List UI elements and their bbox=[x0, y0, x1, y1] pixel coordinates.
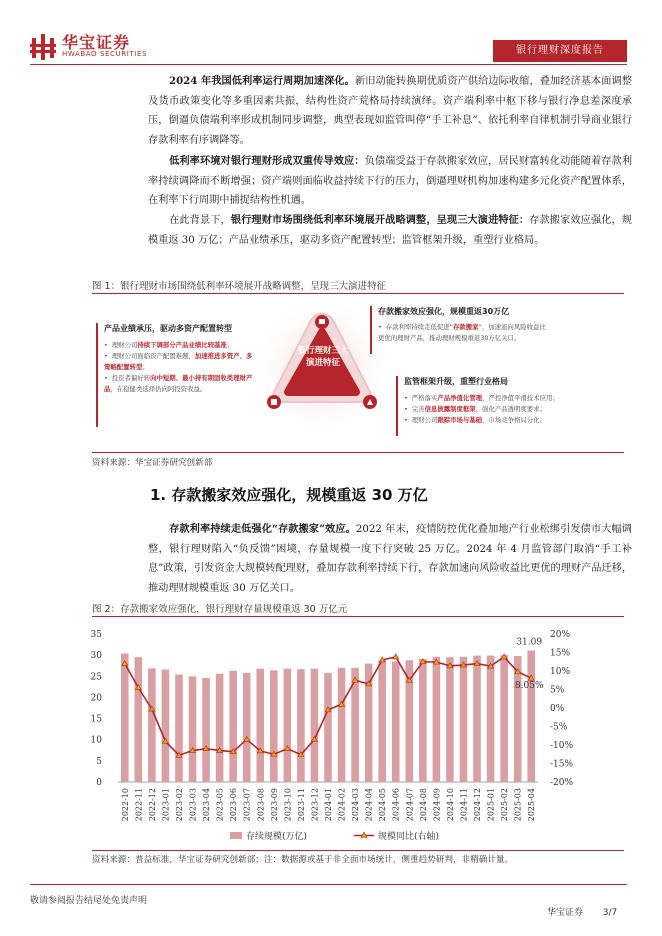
section-title: 1. 存款搬家效应强化，规模重返 30 万亿 bbox=[150, 486, 428, 504]
x-tick-label: 2022-11 bbox=[134, 788, 144, 822]
data-label: 8.05% bbox=[514, 681, 544, 692]
bar bbox=[243, 673, 251, 782]
bar bbox=[216, 674, 224, 782]
figure-1-right-bullet: • 严格落实产品净值化管理，严控净值平滑技术应用； bbox=[404, 393, 628, 404]
bar bbox=[473, 656, 481, 782]
y-right-tick-label: 0% bbox=[550, 704, 565, 714]
figure-1-left-bullet: • 投资者偏好转向中短期、最小持有期固收类理财产品，在稳健类选择仍向阿投资收益。 bbox=[104, 373, 254, 395]
x-tick-label: 2024-05 bbox=[378, 788, 388, 822]
x-tick-label: 2025-03 bbox=[513, 788, 523, 822]
x-tick-label: 2023-09 bbox=[269, 788, 279, 822]
figure-1-center-label: 银行理财三大演进特征 bbox=[297, 346, 349, 368]
figure-1-left-title: 产品业绩承压，驱动多资产配置转型 bbox=[104, 324, 232, 333]
page-number: 3/7 bbox=[602, 908, 618, 918]
section-paragraph bbox=[148, 520, 632, 598]
y-right-tick-label: -15% bbox=[550, 759, 574, 770]
figure-2-bottom-rule bbox=[92, 850, 624, 851]
y-right-tick-label: -5% bbox=[550, 722, 568, 733]
bar bbox=[500, 655, 508, 782]
footer-disclaimer: 敬请参阅报告结尾处免责声明 bbox=[30, 896, 148, 906]
x-tick-label: 2023-04 bbox=[202, 788, 212, 822]
y-right-tick-label: -10% bbox=[550, 741, 574, 751]
brand-name: 华宝证券 bbox=[62, 33, 131, 52]
figure-1-right-item bbox=[404, 376, 628, 426]
paragraph-2-body: 负债端受益于存款搬家效应，居民财富转化动能随着存款利率持续调降而不断增强；资产端则面临收益持续下行的压力，倒逼理财机构加速构建多元化资产配置体系，在利率下行周期中捕捉结构性机遇。 bbox=[148, 156, 633, 206]
paragraph-1 bbox=[148, 72, 632, 150]
bar bbox=[270, 670, 278, 782]
bar bbox=[189, 676, 197, 782]
x-tick-label: 2024-07 bbox=[405, 788, 415, 822]
figure-1-caption: 图 1：银行理财市场围绕低利率环境展开战略调整，呈现三大演进特征 bbox=[92, 281, 387, 292]
x-tick-label: 2023-06 bbox=[229, 788, 239, 822]
bar bbox=[527, 651, 535, 782]
figure-1-top-item bbox=[378, 306, 578, 344]
figure-1-left-bullet: • 理财公司持续下调部分产品业绩比较基准； bbox=[104, 340, 254, 351]
yoy-point bbox=[393, 654, 399, 659]
paragraph-1-lead: 2024 年我国低利率运行周期加速深化。 bbox=[169, 75, 355, 87]
bar bbox=[446, 657, 454, 782]
y-right-tick-label: -20% bbox=[550, 778, 574, 788]
figure-1-top-accent bbox=[370, 306, 372, 354]
x-tick-label: 2023-01 bbox=[161, 788, 171, 822]
bar bbox=[297, 669, 305, 782]
report-type-tag: 银行理财深度报告 bbox=[493, 40, 627, 62]
y-left-tick-label: 15 bbox=[90, 714, 102, 725]
footer-company: 华宝证券 bbox=[547, 908, 584, 918]
data-label: 31.09 bbox=[516, 637, 543, 648]
paragraph-2-lead: 低利率环境对银行理财形成双重传导效应： bbox=[169, 155, 365, 167]
bar bbox=[338, 668, 346, 782]
figure-1-right-title: 监管框架升级，重塑行业格局 bbox=[404, 377, 508, 386]
brand-name-en: HWABAO SECURITIES bbox=[62, 50, 148, 58]
section-paragraph-lead: 存款利率持续走低强化“存款搬家”效应。 bbox=[169, 523, 356, 535]
bar bbox=[460, 657, 468, 782]
x-tick-label: 2022-10 bbox=[120, 788, 130, 822]
brand-logo-icon bbox=[30, 34, 56, 60]
y-right-tick-label: 20% bbox=[550, 630, 571, 640]
bar bbox=[433, 657, 441, 782]
header-divider bbox=[30, 64, 627, 65]
x-tick-label: 2024-12 bbox=[473, 788, 483, 822]
bar bbox=[392, 661, 400, 782]
bar bbox=[419, 659, 427, 782]
x-tick-label: 2023-12 bbox=[310, 788, 320, 822]
x-tick-label: 2022-12 bbox=[147, 788, 157, 822]
paragraph-3-body: 存款搬家效应强化，规模重返 30 万亿；产品业绩承压，驱动多资产配置转型；监管框架升级，重塑行业格局。 bbox=[148, 215, 633, 246]
bar bbox=[311, 669, 319, 782]
x-tick-label: 2023-10 bbox=[283, 788, 293, 822]
x-tick-label: 2023-03 bbox=[188, 788, 198, 822]
figure-1-top-bullet: • 存款利率持续走低促进“存款搬家”，加速流向风险收益比更优的理财产品，推动理财规模重返30万亿关口。 bbox=[378, 322, 546, 344]
x-tick-label: 2024-02 bbox=[337, 788, 347, 822]
y-left-tick-label: 0 bbox=[96, 778, 102, 788]
figure-2-source: 资料来源：普益标准，华宝证券研究创新部；注：数据源或基于非全面市场统计，侧重趋势研判，非精确计量。 bbox=[92, 855, 514, 865]
x-tick-label: 2024-03 bbox=[351, 788, 361, 822]
paragraph-3-lead: 银行理财市场围绕低利率环境展开战略调整，呈现三大演进特征： bbox=[230, 214, 530, 226]
figure-1-left-item bbox=[104, 323, 254, 395]
paragraph-3 bbox=[148, 211, 632, 250]
x-tick-label: 2023-07 bbox=[242, 788, 252, 822]
x-tick-label: 2024-04 bbox=[364, 788, 374, 822]
y-left-tick-label: 25 bbox=[90, 672, 102, 683]
bar bbox=[202, 678, 210, 782]
figure-1-right-bullet: • 完善信息披露制度框架，强化产品透明度要求； bbox=[404, 404, 628, 415]
x-tick-label: 2025-04 bbox=[527, 788, 537, 822]
figure-1-left-accent bbox=[96, 323, 98, 427]
x-tick-label: 2024-10 bbox=[445, 788, 455, 822]
figure-1-top-title: 存款搬家效应强化，规模重返30万亿 bbox=[378, 307, 510, 316]
y-right-tick-label: 10% bbox=[550, 667, 571, 677]
scale-yoy-chart bbox=[92, 620, 624, 848]
x-tick-label: 2024-06 bbox=[391, 788, 401, 822]
bar bbox=[487, 656, 495, 782]
y-right-tick-label: 5% bbox=[550, 685, 565, 696]
legend-label: 规模同比(右轴) bbox=[378, 832, 440, 842]
bar bbox=[324, 673, 332, 782]
bar bbox=[162, 670, 170, 782]
bar bbox=[514, 656, 522, 782]
paragraph-1-body: 新旧动能转换期优质资产供给边际收缩，叠加经济基本面调整及货币政策变化等多重因素共振，结构性资产荒格局持续演绎。资产端利率中枢下移与银行净息差深度承压，倒逼负债端利率形成机制同步调整，典型表现如监管叫停“手工补息”、依托利率自律机制引导商业银行存款利率有序调降等。 bbox=[148, 76, 633, 146]
bar bbox=[175, 675, 183, 782]
figure-1-source: 资料来源：华宝证券研究创新部 bbox=[92, 458, 213, 468]
figure-2-top-rule bbox=[92, 616, 624, 617]
y-left-tick-label: 30 bbox=[90, 651, 102, 662]
x-tick-label: 2025-01 bbox=[486, 788, 496, 822]
paragraph-3-start: 在此背景下， bbox=[169, 215, 231, 226]
footer-page-info bbox=[547, 905, 617, 918]
figure-2-caption: 图 2：存款搬家效应强化，银行理财存量规模重返 30 万亿元 bbox=[92, 604, 348, 615]
bar bbox=[229, 671, 237, 782]
bar bbox=[256, 669, 264, 782]
figure-1-left-bullet: • 理财公司面临资产配置难题，加速推进多资产、多策略配置转型； bbox=[104, 351, 254, 373]
x-tick-label: 2023-08 bbox=[256, 788, 266, 822]
x-tick-label: 2023-05 bbox=[215, 788, 225, 822]
legend-bar-swatch bbox=[230, 832, 242, 839]
x-tick-label: 2024-11 bbox=[459, 788, 469, 822]
y-left-tick-label: 10 bbox=[90, 735, 102, 746]
y-left-tick-label: 20 bbox=[90, 693, 102, 704]
figure-1-right-accent bbox=[396, 376, 398, 436]
bar bbox=[284, 669, 292, 782]
x-tick-label: 2024-01 bbox=[324, 788, 333, 822]
x-tick-label: 2023-11 bbox=[296, 788, 306, 822]
legend-label: 存续规模(万亿) bbox=[246, 832, 308, 842]
x-tick-label: 2024-09 bbox=[432, 788, 442, 822]
bar bbox=[135, 657, 143, 782]
footer-divider bbox=[30, 884, 627, 885]
bar bbox=[148, 668, 156, 782]
y-right-tick-label: 15% bbox=[550, 648, 571, 659]
figure-1-right-bullet: • 理财公司跟踪市场与基础，市场竞争格局分化。 bbox=[404, 415, 628, 426]
y-left-tick-label: 35 bbox=[90, 630, 102, 640]
x-tick-label: 2023-02 bbox=[174, 788, 184, 822]
section-paragraph-body: 2022 年末，疫情防控优化叠加地产行业松绑引发债市大幅调整，银行理财陷入“负反馈”困境，存量规模一度下行突破 25 万亿。2024 年 4 月监管部门取消“手工补息”政策，引发资金大规模转配理财，叠加存款利率持续下行，存款加速向风险收益比更优的理财产品迁移，推动理财规模重返 30 万亿关口。 bbox=[148, 524, 633, 594]
figure-1-bottom-rule bbox=[92, 452, 624, 453]
bar bbox=[121, 653, 129, 782]
y-left-tick-label: 5 bbox=[96, 756, 102, 767]
paragraph-2 bbox=[148, 152, 632, 211]
bar bbox=[378, 660, 386, 782]
x-tick-label: 2024-08 bbox=[418, 788, 428, 822]
x-tick-label: 2025-02 bbox=[500, 788, 510, 822]
